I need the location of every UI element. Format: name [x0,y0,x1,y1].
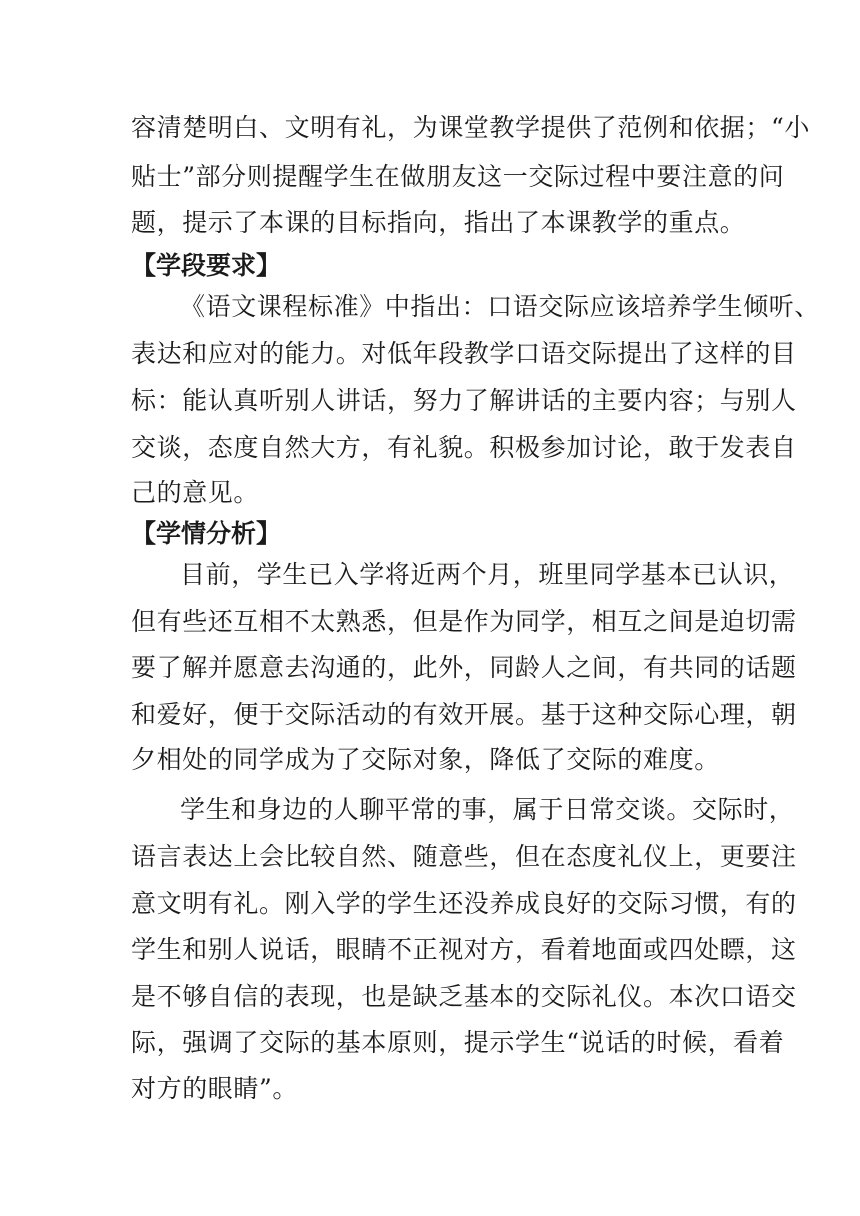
text-line: 是不够自信的表现，也是缺乏基本的交际礼仪。本次口语交 [131,982,797,1011]
text-line: 和爱好，便于交际活动的有效开展。基于这种交际心理，朝 [131,700,797,729]
text-line: 交谈，态度自然大方，有礼貌。积极参加讨论，敢于发表自 [131,433,797,462]
section-heading-requirements: 【学段要求】 [131,251,282,280]
text-line: 表达和应对的能力。对低年段教学口语交际提出了这样的目 [131,339,797,368]
text-line: 对方的眼睛”。 [131,1074,298,1103]
text-line: 学生和别人说话，眼睛不正视对方，看着地面或四处瞟，这 [131,935,797,964]
text-line: 语言表达上会比较自然、随意些，但在态度礼仪上，更要注 [131,842,797,871]
text-line: 学生和身边的人聊平常的事，属于日常交谈。交际时， [180,795,795,824]
text-line: 己的意见。 [131,478,260,507]
text-line: 容清楚明白、文明有礼，为课堂教学提供了范例和依据；“小 [131,113,810,142]
text-line: 标：能认真听别人讲话，努力了解讲话的主要内容；与别人 [131,386,797,415]
text-line: 题，提示了本课的目标指向，指出了本课教学的重点。 [131,208,746,237]
text-line: 贴士”部分则提醒学生在做朋友这一交际过程中要注意的问 [131,162,785,191]
text-line: 夕相处的同学成为了交际对象，降低了交际的难度。 [131,745,720,774]
section-heading-analysis: 【学情分析】 [131,519,282,548]
text-line: 但有些还互相不太熟悉，但是作为同学，相互之间是迫切需 [131,607,797,636]
text-line: 意文明有礼。刚入学的学生还没养成良好的交际习惯，有的 [131,889,797,918]
text-line: 目前，学生已入学将近两个月，班里同学基本已认识， [180,560,795,589]
text-line: 际，强调了交际的基本原则，提示学生“说话的时候，看着 [131,1028,785,1057]
text-line: 要了解并愿意去沟通的，此外，同龄人之间，有共同的话题 [131,653,797,682]
text-line: 《语文课程标准》中指出：口语交际应该培养学生倾听、 [180,292,821,321]
